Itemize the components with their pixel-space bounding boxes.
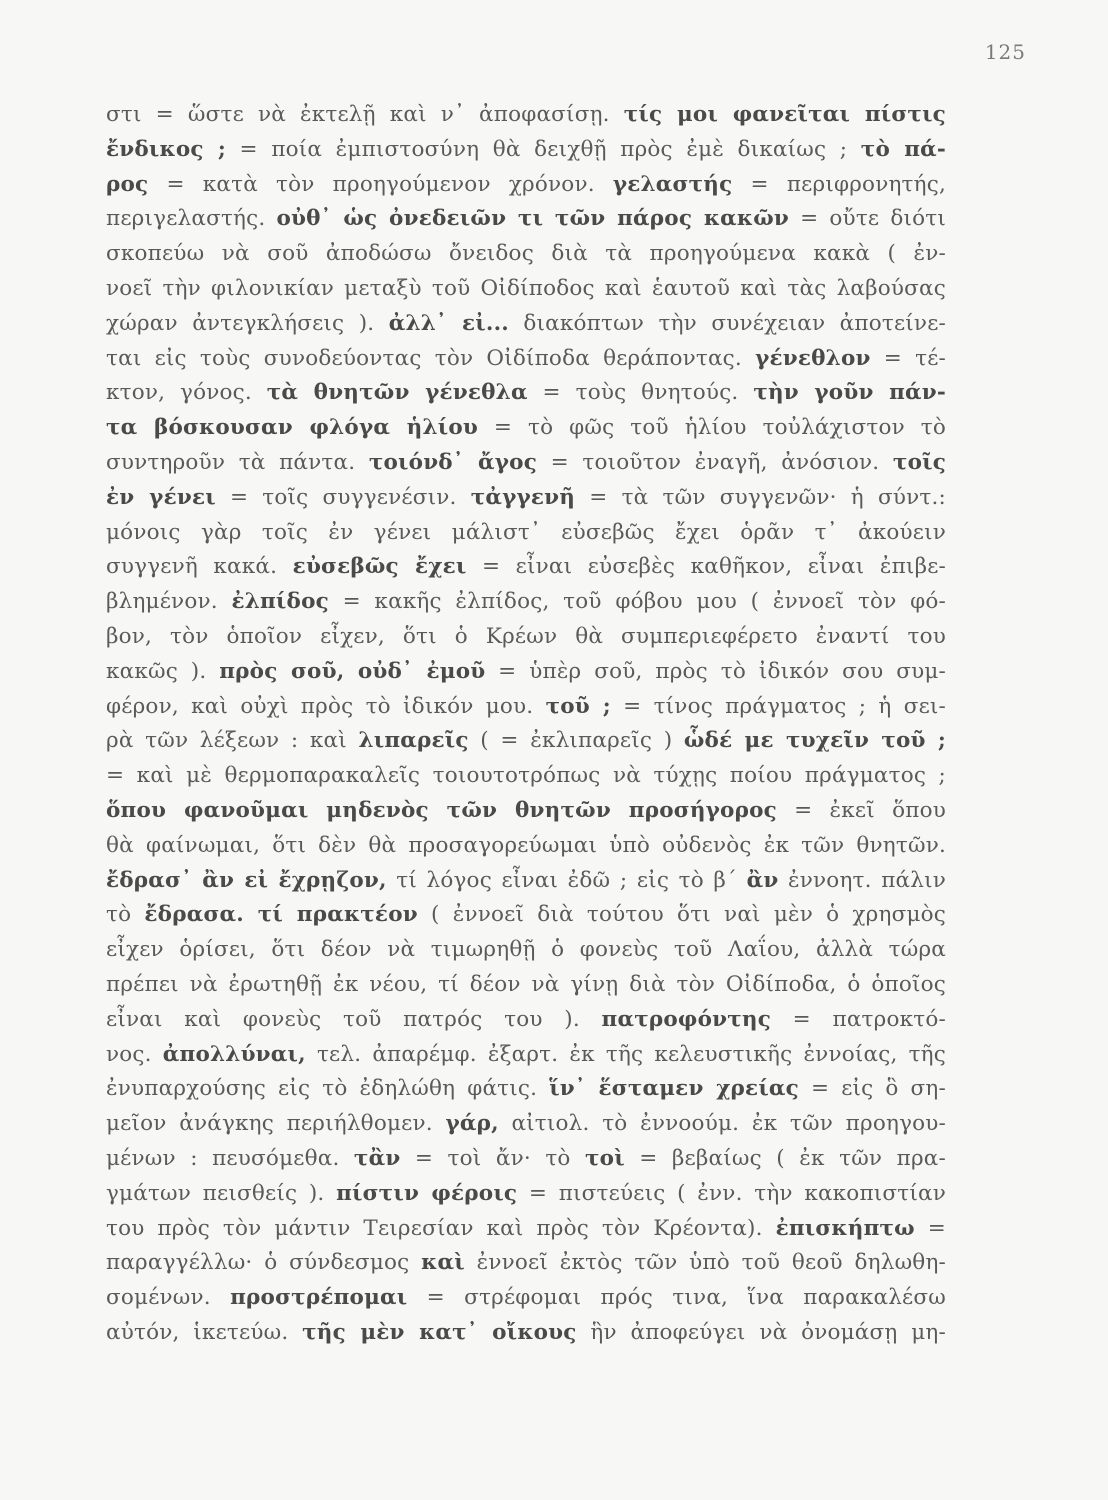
lemma-term: γένεθλον [755, 345, 871, 371]
gloss-text: = τοιοῦτον ἐναγῆ, ἀνόσιον. [537, 449, 893, 475]
lemma-term: τῆς μὲν κατ᾽ οἴκους [302, 1319, 577, 1345]
gloss-text: εἶχεν ὁρίσει, ὅτι δέον νὰ τιμωρηθῇ ὁ φονεὺς τοῦ Λαΐου, ἀλλὰ τώρα [106, 937, 946, 963]
gloss-text: σκοπεύω νὰ σοῦ ἀποδώσω ὄνειδος διὰ τὰ προηγούμενα κακὰ ( ἐν- [106, 241, 946, 267]
page-number: 125 [984, 40, 1026, 64]
lemma-term: ἀπολλύναι, [162, 1041, 306, 1067]
gloss-text: του πρὸς τὸν μάντιν Τειρεσίαν καὶ πρὸς τὸν Κρέοντα). [106, 1215, 776, 1241]
text-line [106, 272, 946, 307]
gloss-text: = τίνος πράγματος ; ἡ σει- [610, 693, 946, 719]
text-line [106, 307, 946, 342]
gloss-text: = τέ- [870, 345, 946, 371]
lemma-term: τοὶ [585, 1145, 625, 1171]
text-line [106, 1316, 946, 1351]
lemma-term: οὐθ᾽ ὡς ὀνεδειῶν τι τῶν πάρος κακῶν [276, 206, 790, 232]
text-line [106, 446, 946, 481]
gloss-text: = ἐκεῖ ὅπου [776, 797, 946, 823]
text-line [106, 98, 946, 133]
gloss-text: σομένων. [106, 1285, 231, 1311]
text-line [106, 759, 946, 794]
text-line [106, 481, 946, 516]
gloss-text: πρέπει νὰ ἐρωτηθῇ ἐκ νέου, τί δέον νὰ γίνῃ διὰ τὸν Οἰδίποδα, ὁ ὁποῖος [106, 971, 946, 997]
lemma-term: τοιόνδ᾽ ἄγος [368, 449, 538, 475]
gloss-text: = καὶ μὲ θερμοπαρακαλεῖς τοιουτοτρόπως νὰ τύχῃς ποίου πράγματος ; [106, 763, 946, 789]
gloss-text: = πατροκτό- [771, 1006, 946, 1032]
gloss-text: μένων : πευσόμεθα. [106, 1145, 354, 1171]
lemma-term: ἐπισκήπτω [775, 1215, 915, 1241]
gloss-text: διακόπτων τὴν συνέχειαν ἀποτείνε- [508, 310, 946, 336]
gloss-text: εἶναι καὶ φονεὺς τοῦ πατρός του ). [106, 1006, 602, 1032]
gloss-text: ἐννοεῖ ἐκτὸς τῶν ὑπὸ τοῦ θεοῦ δηλωθη- [464, 1250, 946, 1276]
gloss-text: = εἶναι εὐσεβὲς καθῆκον, εἶναι ἐπιβε- [466, 554, 946, 580]
gloss-text: ( ἐννοεῖ διὰ τούτου ὅτι ναὶ μὲν ὁ χρησμὸς [417, 902, 946, 928]
gloss-text: = βεβαίως ( ἐκ τῶν πρα- [624, 1145, 946, 1171]
lemma-term: τὰ θνητῶν γένεθλα [266, 380, 528, 406]
gloss-text: = κακῆς ἐλπίδος, τοῦ φόβου μου ( ἐννοεῖ τὸν φό- [328, 589, 946, 615]
text-line [106, 237, 946, 272]
gloss-text: περιγελαστής. [106, 206, 277, 232]
lemma-term: τα βόσκουσαν φλόγα ἡλίου [106, 415, 479, 441]
text-line [106, 1038, 946, 1073]
lemma-term: τἀγγενῆ [470, 484, 576, 510]
gloss-text: ρὰ τῶν λέξεων : καὶ [106, 728, 359, 754]
gloss-text: τί λόγος εἶναι ἐδῶ ; εἰς τὸ β΄ [386, 867, 747, 893]
lemma-term: ἐν γένει [106, 484, 216, 510]
text-line [106, 1177, 946, 1212]
text-line [106, 1212, 946, 1247]
lemma-term: ὧδέ με τυχεῖν τοῦ ; [683, 728, 946, 754]
lemma-term: ὅπου φανοῦμαι μηδενὸς τῶν θνητῶν προσήγορος [106, 797, 777, 823]
lemma-term: ἐλπίδος [231, 589, 329, 615]
lemma-term: πίστιν φέροις [336, 1180, 518, 1206]
text-line [106, 933, 946, 968]
lemma-term: εὐσεβῶς ἔχει [292, 554, 467, 580]
gloss-text: ἐνυπαρχούσης εἰς τὸ ἐδηλώθη φάτις. [106, 1076, 550, 1102]
gloss-text: = τοὺς θνητούς. [527, 380, 754, 406]
text-line [106, 1281, 946, 1316]
gloss-text: βον, τὸν ὁποῖον εἶχεν, ὅτι ὁ Κρέων θὰ συμπεριεφέρετο ἐναντί του [106, 623, 946, 649]
lemma-term: λιπαρεῖς [358, 728, 469, 754]
lemma-term: τὴν γοῦν πάν- [753, 380, 946, 406]
gloss-text: τὸ [106, 902, 145, 928]
text-line [106, 202, 946, 237]
gloss-text: αἰτιολ. τὸ ἐννοούμ. ἐκ τῶν προηγου- [498, 1111, 946, 1137]
text-line [106, 655, 946, 690]
gloss-text: βλημένον. [106, 589, 232, 615]
gloss-text: στι = ὥστε νὰ ἐκτελῇ καὶ ν᾽ ἀποφασίσῃ. [106, 102, 624, 127]
gloss-text: συγγενῆ κακά. [106, 554, 293, 580]
lemma-term: τὸ πά- [860, 136, 946, 162]
text-line [106, 690, 946, 725]
lemma-term: γελαστής [612, 171, 733, 197]
text-line [106, 133, 946, 168]
gloss-text: = περιφρονητής, [732, 171, 946, 197]
gloss-text: χώραν ἀντεγκλήσεις ). [106, 310, 389, 336]
gloss-text: = τὸ φῶς τοῦ ἡλίου τοὐλάχιστον τὸ [478, 415, 946, 441]
gloss-text: συντηροῦν τὰ πάντα. [106, 449, 369, 475]
text-line [106, 829, 946, 864]
gloss-text: ἣν ἀποφεύγει νὰ ὀνομάσῃ μη- [576, 1319, 946, 1345]
gloss-text: μόνοις γὰρ τοῖς ἐν γένει μάλιστ᾽ εὐσεβῶς ἔχει ὁρᾶν τ᾽ ἀκούειν [106, 519, 946, 545]
text-line [106, 620, 946, 655]
text-line [106, 376, 946, 411]
lemma-term: πρὸς σοῦ, οὐδ᾽ ἐμοῦ [219, 658, 486, 684]
gloss-text: θὰ φαίνωμαι, ὅτι δὲν θὰ προσαγορεύωμαι ὑπὸ οὐδενὸς ἐκ τῶν θνητῶν. [106, 832, 946, 858]
commentary-text [106, 98, 946, 1351]
gloss-text: = τοὶ ἄν· τὸ [400, 1145, 585, 1171]
text-line [106, 968, 946, 1003]
gloss-text: κτον, γόνος. [106, 380, 267, 406]
lemma-term: ρος [106, 171, 149, 197]
gloss-text: αὐτόν, ἱκετεύω. [106, 1319, 303, 1345]
lemma-term: τοῖς [892, 449, 946, 475]
lemma-term: ἔδρασ᾽ ἂν εἰ ἔχρῃζον, [106, 867, 387, 893]
gloss-text: τελ. ἀπαρέμφ. ἐξαρτ. ἐκ τῆς κελευστικῆς ἐννοίας, τῆς [305, 1041, 946, 1067]
lemma-term: τίς μοι φανεῖται πίστις [623, 102, 946, 127]
gloss-text: = [914, 1215, 946, 1241]
text-line [106, 1142, 946, 1177]
gloss-text: ( = ἐκλιπαρεῖς ) [468, 728, 684, 754]
gloss-text: = εἰς ὃ ση- [798, 1076, 946, 1102]
gloss-text: = στρέφομαι πρός τινα, ἵνα παρακαλέσω [407, 1285, 946, 1311]
text-line [106, 550, 946, 585]
gloss-text: = κατὰ τὸν προηγούμενον χρόνον. [148, 171, 613, 197]
text-line [106, 585, 946, 620]
gloss-text: = ποία ἐμπιστοσύνη θὰ δειχθῇ πρὸς ἐμὲ δικαίως ; [226, 136, 861, 162]
gloss-text: νος. [106, 1041, 163, 1067]
text-line [106, 1107, 946, 1142]
gloss-text: κακῶς ). [106, 658, 220, 684]
text-line [106, 898, 946, 933]
text-line [106, 794, 946, 829]
lemma-term: καὶ [421, 1250, 465, 1276]
text-line [106, 342, 946, 377]
gloss-text: = πιστεύεις ( ἐνν. τὴν κακοπιστίαν [517, 1180, 946, 1206]
gloss-text: γμάτων πεισθείς ). [106, 1180, 337, 1206]
lemma-term: τἂν [353, 1145, 401, 1171]
gloss-text: νοεῖ τὴν φιλονικίαν μεταξὺ τοῦ Οἰδίποδος καὶ ἑαυτοῦ καὶ τὰς λαβούσας [106, 275, 946, 301]
lemma-term: ἔνδικος ; [106, 136, 227, 162]
gloss-text: φέρον, καὶ οὐχὶ πρὸς τὸ ἰδικόν μου. [106, 693, 546, 719]
text-line [106, 1072, 946, 1107]
gloss-text: μεῖον ἀνάγκης περιήλθομεν. [106, 1111, 446, 1137]
lemma-term: ἔδρασα. τί πρακτέον [144, 902, 418, 928]
gloss-text: = τὰ τῶν συγγενῶν· ἡ σύντ.: [575, 484, 946, 510]
lemma-term: τοῦ ; [545, 693, 611, 719]
lemma-term: πατροφόντης [601, 1006, 772, 1032]
text-line [106, 1003, 946, 1038]
gloss-text: ται εἰς τοὺς συνοδεύοντας τὸν Οἰδίποδα θεράποντας. [106, 345, 756, 371]
gloss-text: = ὑπὲρ σοῦ, πρὸς τὸ ἰδικόν σου συμ- [485, 658, 946, 684]
text-line [106, 411, 946, 446]
gloss-text: ἐννοητ. πάλιν [778, 867, 946, 893]
gloss-text: = τοῖς συγγενέσιν. [215, 484, 471, 510]
lemma-term: γάρ, [445, 1111, 499, 1137]
lemma-term: προστρέπομαι [230, 1285, 408, 1311]
text-line [106, 516, 946, 551]
lemma-term: ἵν᾽ ἕσταμεν χρείας [549, 1076, 799, 1102]
lemma-term: ἀλλ᾽ εἰ... [388, 310, 509, 336]
text-line [106, 1246, 946, 1281]
text-line [106, 724, 946, 759]
gloss-text: = οὔτε διότι [789, 206, 946, 232]
lemma-term: ἂν [746, 867, 779, 893]
text-line [106, 864, 946, 899]
text-line [106, 168, 946, 203]
gloss-text: παραγγέλλω· ὁ σύνδεσμος [106, 1250, 422, 1276]
